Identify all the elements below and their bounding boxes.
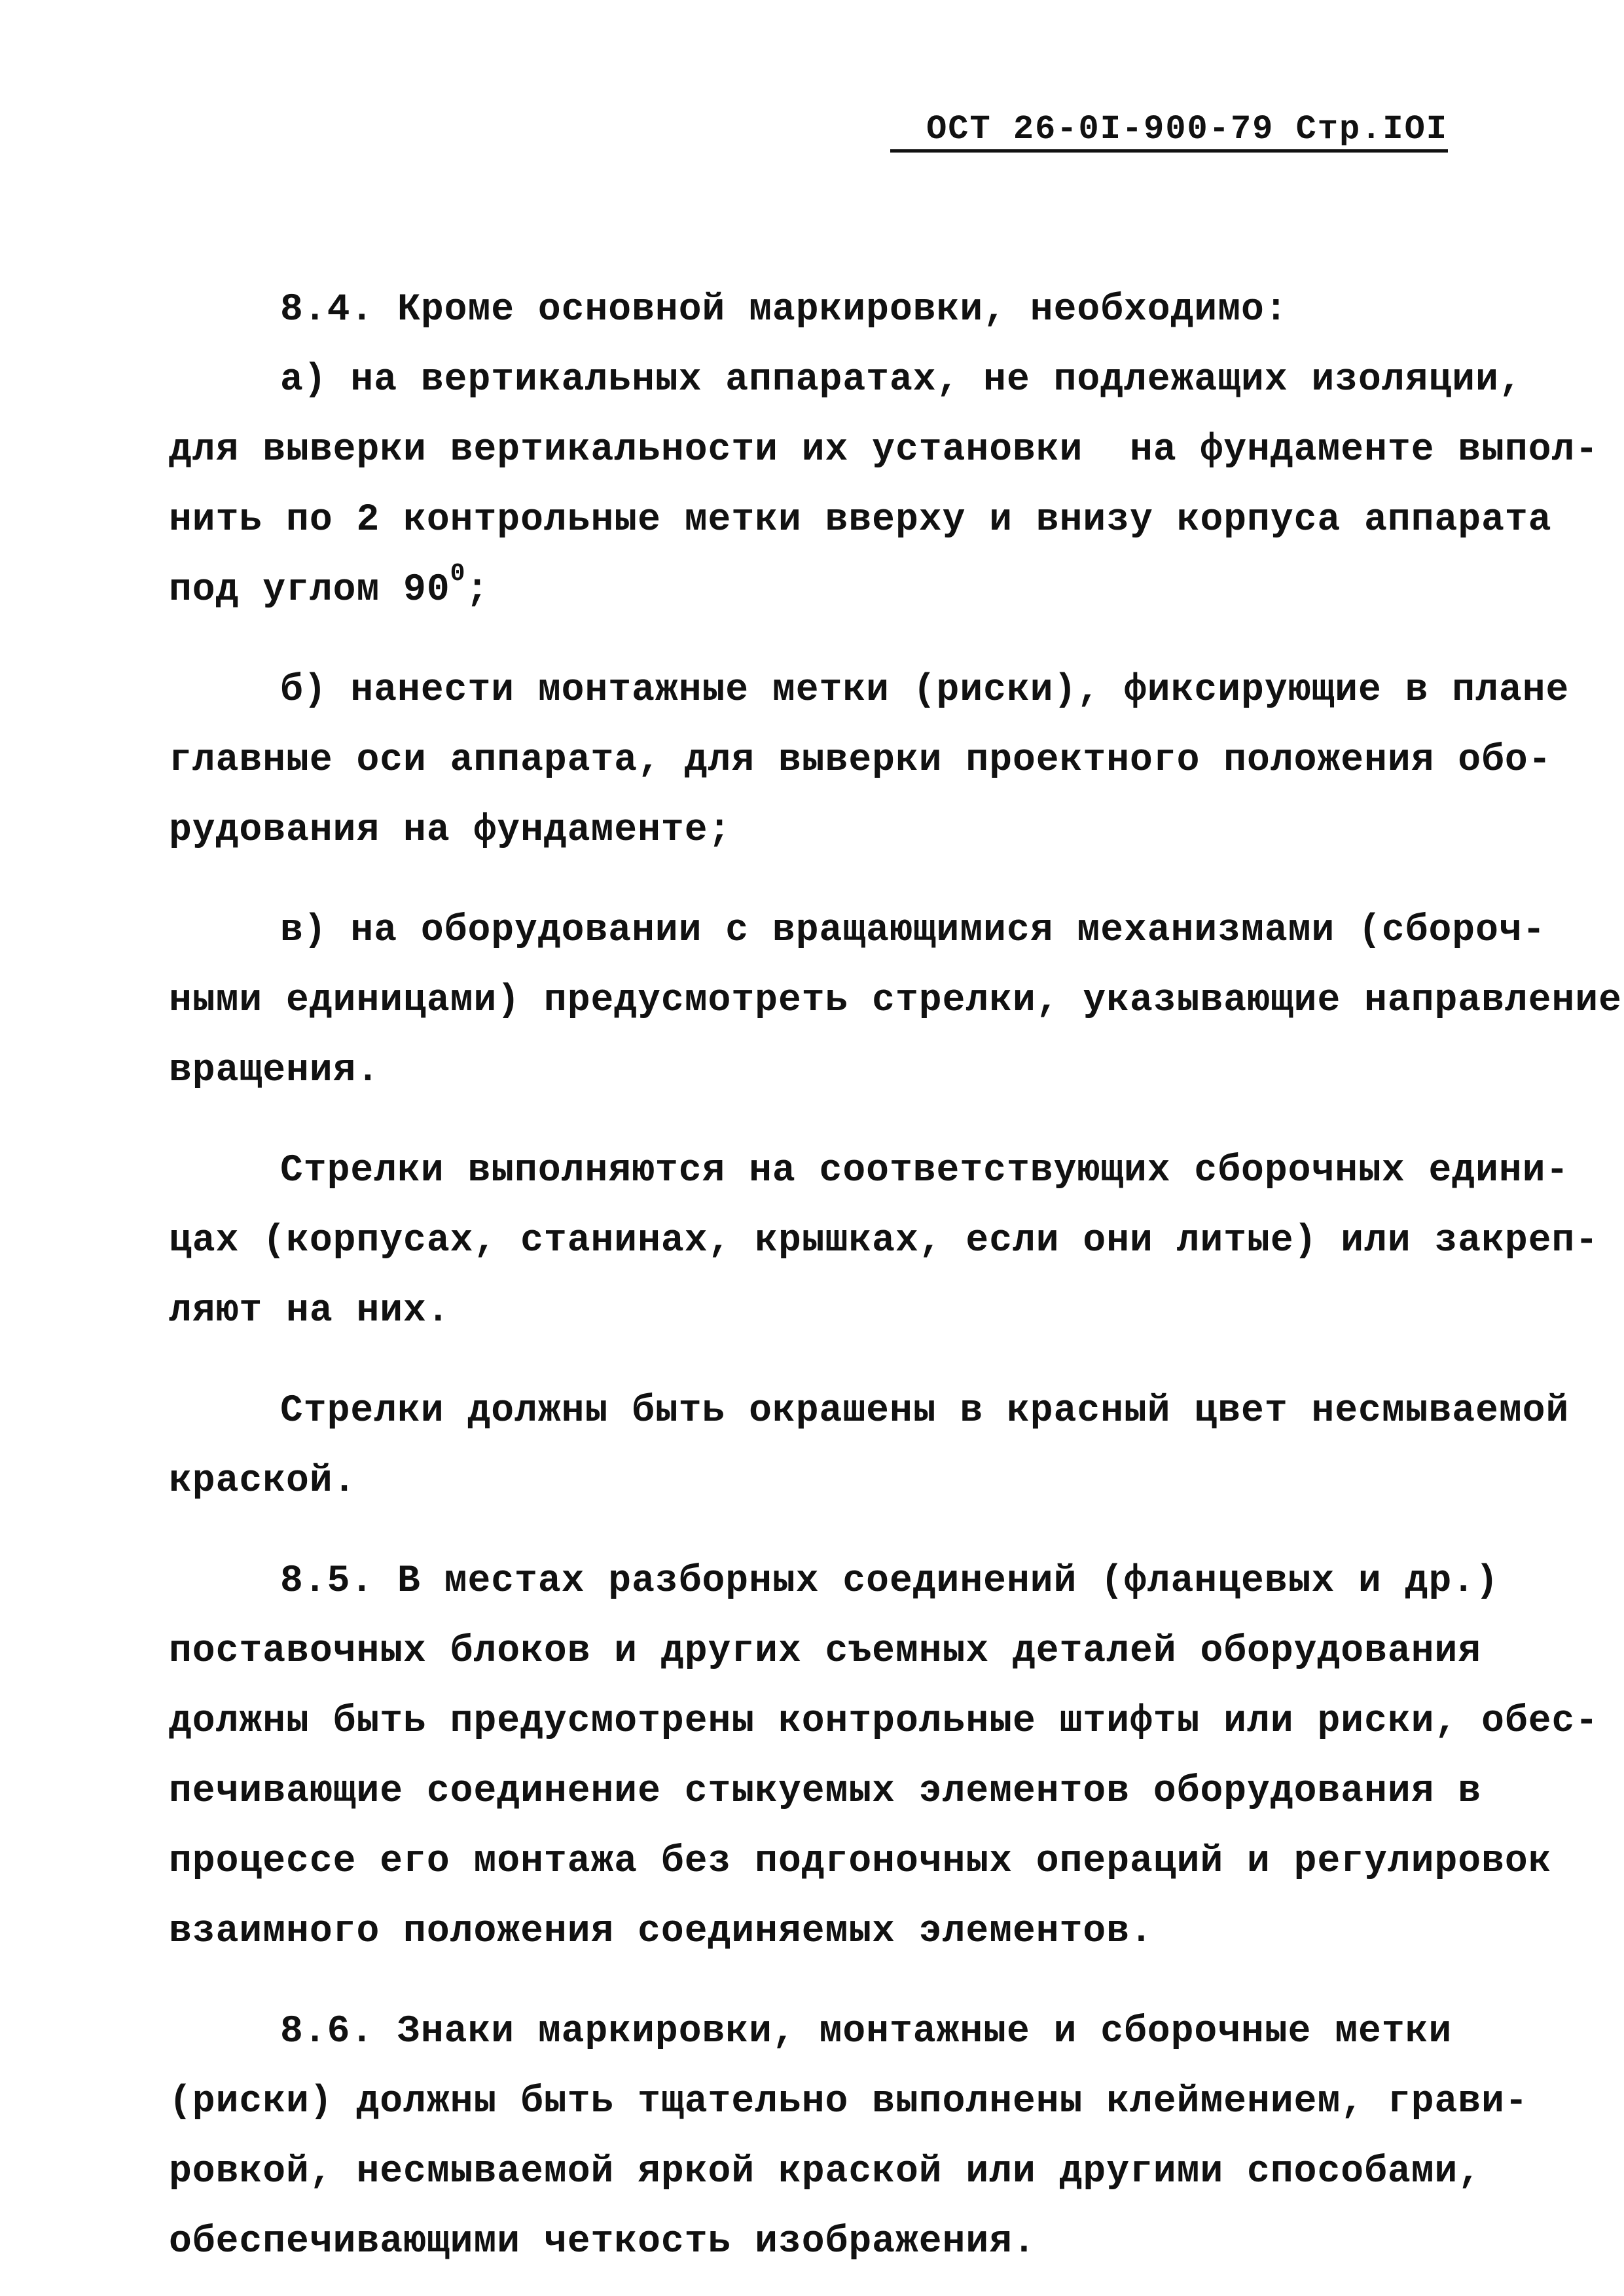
item-b-line: рудования на фундаменте; (169, 809, 732, 852)
paragraph-8-6-line: ровкой, несмываемой яркой краской или другими способами, (169, 2151, 1482, 2193)
angle-punctuation: ; (465, 569, 490, 611)
document-body (169, 275, 1622, 2277)
arrows-color-line: Стрелки должны быть окрашены в красный цвет несмываемой (280, 1390, 1570, 1432)
paragraph-gap (169, 1967, 1504, 1997)
paragraph-gap (169, 1106, 1504, 1136)
degree-superscript: 0 (450, 560, 466, 588)
paragraph-8-4-line: а) на вертикальных аппаратах, не подлежащих изоляции, (280, 359, 1523, 401)
item-b-line: главные оси аппарата, для выверки проектного положения обо- (169, 739, 1552, 782)
paragraph-8-5-line: процессе его монтажа без подгоночных операций и регулировок (169, 1840, 1552, 1883)
arrows-color-line: краской. (169, 1460, 357, 1503)
angle-text: под углом 90 (169, 569, 450, 611)
paragraph-8-4-line: нить по 2 контрольные метки вверху и внизу корпуса аппарата (169, 499, 1552, 541)
paragraph-gap (169, 1516, 1504, 1546)
paragraph-8-5-line: поставочных блоков и других съемных деталей оборудования (169, 1630, 1482, 1673)
paragraph-8-4-line-angle (169, 555, 1504, 625)
paragraph-8-5-line: взаимного положения соединяемых элементов. (169, 1910, 1153, 1953)
item-b-line: б) нанести монтажные метки (риски), фиксирующие в плане (280, 669, 1570, 712)
paragraph-8-6-line: 8.6. Знаки маркировки, монтажные и сборочные метки (280, 2011, 1453, 2053)
paragraph-gap (169, 1346, 1504, 1376)
paragraph-8-6-line: обеспечивающими четкость изображения. (169, 2221, 1036, 2263)
item-v-line: ными единицами) предусмотреть стрелки, указывающие направление (169, 979, 1622, 1022)
paragraph-gap (169, 866, 1504, 896)
paragraph-gap (169, 625, 1504, 655)
item-v-line: вращения. (169, 1049, 380, 1092)
arrows-placement-line: цах (корпусах, станинах, крышках, если они литые) или закреп- (169, 1220, 1599, 1262)
arrows-placement-line: Стрелки выполняются на соответствующих сборочных едини- (280, 1150, 1570, 1192)
arrows-placement-line: ляют на них. (169, 1290, 450, 1332)
paragraph-8-5-line: 8.5. В местах разборных соединений (фланцевых и др.) (280, 1560, 1499, 1603)
paragraph-8-5-line: должны быть предусмотрены контрольные штифты или риски, обес- (169, 1700, 1599, 1743)
paragraph-8-4-line: 8.4. Кроме основной маркировки, необходимо: (280, 289, 1288, 331)
item-v-line: в) на оборудовании с вращающимися механизмами (сбороч- (280, 909, 1546, 952)
paragraph-8-6-line: (риски) должны быть тщательно выполнены клеймением, грави- (169, 2081, 1528, 2123)
paragraph-8-5-line: печивающие соединение стыкуемых элементов оборудования в (169, 1770, 1482, 1813)
paragraph-8-4-line: для выверки вертикальности их установки на фундаменте выпол- (169, 429, 1599, 471)
page-header-doc-ref: ОСТ 26-0I-900-79 Стр.IOI (890, 110, 1448, 153)
